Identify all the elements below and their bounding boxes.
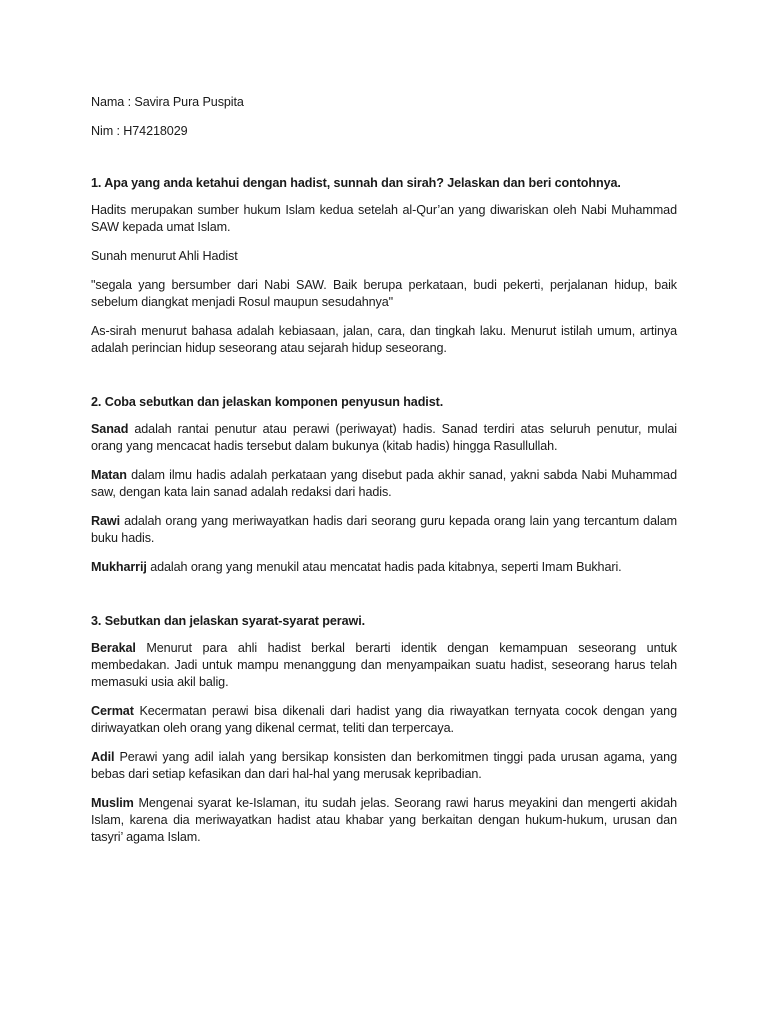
answer-1-paragraph-1	[91, 202, 677, 236]
answer-2-paragraph-3	[91, 513, 677, 547]
question-2: 2. Coba sebutkan dan jelaskan komponen penyusun hadist.	[91, 395, 444, 409]
answer-3-paragraph-3	[91, 749, 677, 783]
answer-3-text-2: Kecermatan perawi bisa dikenali dari hadist yang dia riwayatkan ternyata cocok dengan yang diriwayatkan oleh orang yang dikenal cermat, teliti dan terpercaya.	[91, 704, 677, 735]
answer-3-paragraph-4	[91, 795, 677, 846]
answer-3-paragraph-1	[91, 640, 677, 691]
answer-1-paragraph-3	[91, 277, 677, 311]
answer-2-term-4: Mukharrij	[91, 560, 147, 574]
answer-3-text-1: Menurut para ahli hadist berkal berarti identik dengan kemampuan seseorang untuk membedakan. Jadi untuk mampu menanggung dan menyampaikan suatu hadist, seseorang harus telah memasuki usia akil balig.	[91, 641, 677, 689]
student-nim: Nim : H74218029	[91, 124, 188, 138]
answer-1-text-1: Hadits merupakan sumber hukum Islam kedua setelah al-Qur’an yang diwariskan oleh Nabi Muhammad SAW kepada umat Islam.	[91, 203, 677, 234]
answer-2-term-2: Matan	[91, 468, 127, 482]
student-name: Nama : Savira Pura Puspita	[91, 95, 244, 109]
answer-2-text-4: adalah orang yang menukil atau mencatat hadis pada kitabnya, seperti Imam Bukhari.	[146, 560, 622, 574]
answer-3-term-3: Adil	[91, 750, 115, 764]
answer-3-text-3: Perawi yang adil ialah yang bersikap konsisten dan berkomitmen tinggi pada urusan agama, yang bebas dari setiap kefasikan dan dari hal-hal yang merusak kepribadian.	[91, 750, 677, 781]
answer-3-term-2: Cermat	[91, 704, 134, 718]
answer-1-text-4: As-sirah menurut bahasa adalah kebiasaan, jalan, cara, dan tingkah laku. Menurut istilah umum, artinya adalah perincian hidup seseorang atau sejarah hidup seseorang.	[91, 324, 677, 355]
answer-2-paragraph-1	[91, 421, 677, 455]
answer-3-paragraph-2	[91, 703, 677, 737]
answer-1-paragraph-2	[91, 248, 677, 265]
answer-3-term-1: Berakal	[91, 641, 136, 655]
document-body	[91, 94, 677, 846]
answer-2-term-1: Sanad	[91, 422, 129, 436]
answer-3-text-4: Mengenai syarat ke-Islaman, itu sudah jelas. Seorang rawi harus meyakini dan mengerti akidah Islam, karena dia meriwayatkan hadist atau khabar yang berkaitan dengan hukum-hukum, urusan dan tasyri’ agama Islam.	[91, 796, 677, 844]
answer-2-paragraph-2	[91, 467, 677, 501]
answer-2-text-1: adalah rantai penutur atau perawi (periwayat) hadis. Sanad terdiri atas seluruh penutur, mulai orang yang mencacat hadis tersebut dalam bukunya (kitab hadis) hingga Rasullullah.	[91, 422, 677, 453]
answer-1-text-3: "segala yang bersumber dari Nabi SAW. Baik berupa perkataan, budi pekerti, perjalanan hidup, baik sebelum diangkat menjadi Rosul maupun sesudahnya"	[91, 278, 677, 309]
answer-3-term-4: Muslim	[91, 796, 134, 810]
answer-1-text-2: Sunah menurut Ahli Hadist	[91, 249, 238, 263]
answer-2-term-3: Rawi	[91, 514, 120, 528]
answer-2-paragraph-4	[91, 559, 677, 576]
answer-2-text-2: dalam ilmu hadis adalah perkataan yang disebut pada akhir sanad, yakni sabda Nabi Muhammad saw, dengan kata lain sanad adalah redaksi dari hadis.	[91, 468, 677, 499]
question-3: 3. Sebutkan dan jelaskan syarat-syarat perawi.	[91, 614, 365, 628]
answer-2-text-3: adalah orang yang meriwayatkan hadis dari seorang guru kepada orang lain yang tercantum dalam buku hadis.	[91, 514, 677, 545]
answer-1-paragraph-4	[91, 323, 677, 357]
question-1: 1. Apa yang anda ketahui dengan hadist, sunnah dan sirah? Jelaskan dan beri contohnya.	[91, 176, 621, 190]
